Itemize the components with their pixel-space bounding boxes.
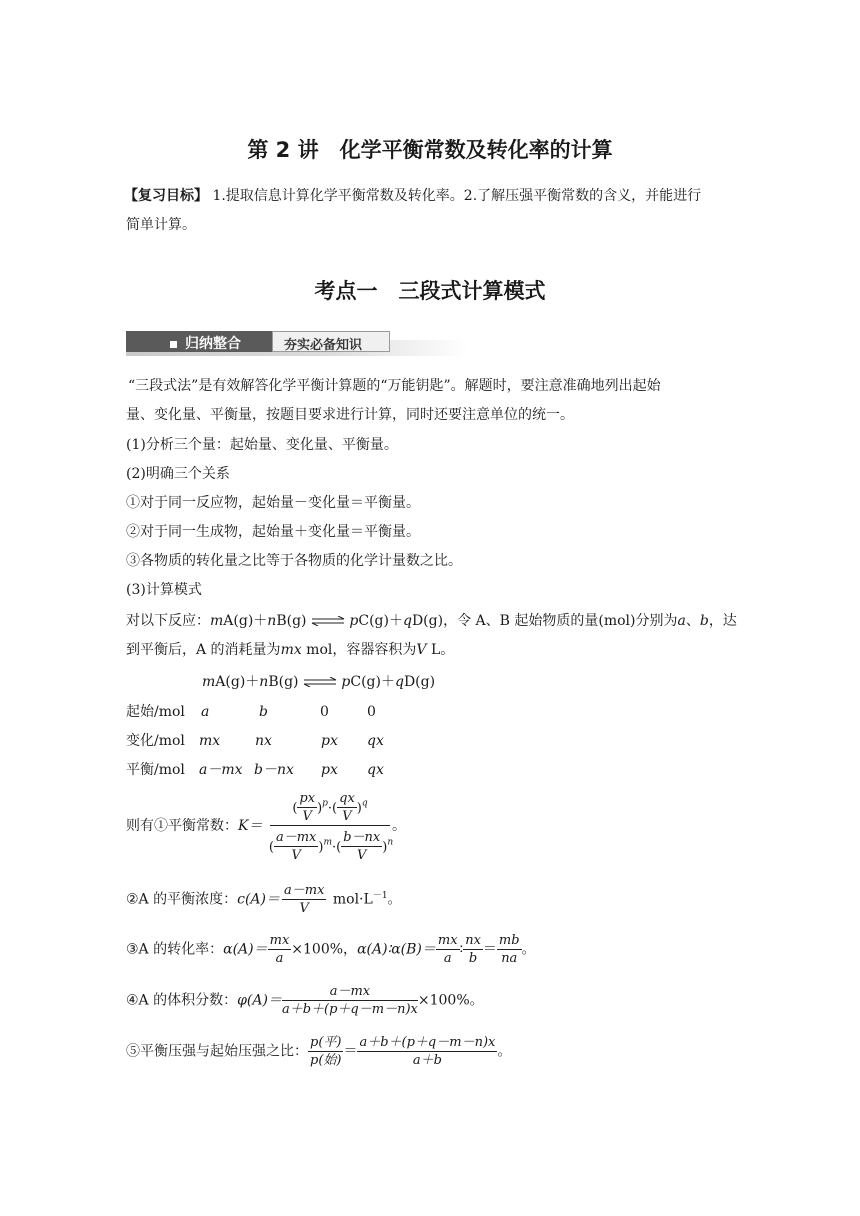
lecture-title: 第 2 讲 化学平衡常数及转化率的计算 [247,138,613,162]
table-row-label: 平衡/mol [126,762,185,778]
table-cell: a－mx [199,762,243,778]
intro-line-1: “三段式法”是有效解答化学平衡计算题的“万能钥匙”。解题时，要注意准确地列出起始 [128,378,661,394]
banner-left-label: 归纳整合 [185,336,241,352]
review-goal-line-1 [124,186,701,206]
equilibrium-concentration: ②A 的平衡浓度：c(A)＝ $\frac{a-mx}{V}$ $mol\cdot L^{-1}$。 [126,883,402,916]
table-row-label: 起始/mol [126,704,185,720]
section-title: 考点一 三段式计算模式 [314,279,546,303]
conversion-rate: ③A 的转化率：α(A)＝ $\frac{mx}{a}$ ×100%，α(A)∶α(B)＝ $\frac{mx}{a}$ ∶ $\frac{nx}{b}$ ＝ $\frac{mb}{na}$ 。 [126,933,536,966]
relation-3: ③各物质的转化量之比等于各物质的化学计量数之比。 [126,553,462,569]
table-cell: 0 [320,704,329,720]
equilibrium-arrow-icon [303,677,337,687]
pressure-ratio: ⑤平衡压强与起始压强之比： $\frac{\text{p(平)}}{\text{p(始)}}$ ＝ $\frac{a+b+(p+q-m-n)x}{a+b}$ 。 [126,1035,512,1068]
relation-1: ①对于同一反应物，起始量－变化量＝平衡量。 [126,495,420,511]
banner-right-label: 夯实必备知识 [284,338,363,353]
review-goal-tag: 【复习目标】 [124,188,208,204]
table-cell: nx [255,733,272,749]
equilibrium-constant-numerator: ( $\frac{px}{V}$ )$^p$·( $\frac{qx}{V}$ )$^q$ [292,791,368,824]
reaction-desc-line-1: 对以下反应：mA(g)＋nB(g) pC(g)＋qD(g)，令 A、B 起始物质的量(mol)分别为a、b，达 [126,613,737,629]
review-goal-text-1: 1.提取信息计算化学平衡常数及转化率。2.了解压强平衡常数的含义，并能进行 [212,188,702,204]
table-equation: mA(g)＋nB(g) pC(g)＋qD(g) [202,674,436,690]
table-cell: qx [367,733,384,749]
relation-2: ②对于同一生成物，起始量＋变化量＝平衡量。 [126,524,420,540]
point-2: (2)明确三个关系 [126,466,230,482]
banner-left [126,331,272,352]
table-cell: qx [367,762,384,778]
square-bullet-icon [170,341,177,348]
review-goal-line-2: 简单计算。 [126,217,196,233]
banner-right [272,331,390,352]
fraction-bar [270,825,390,826]
table-cell: b－nx [254,762,294,778]
table-cell: px [321,762,338,778]
volume-fraction: ④A 的体积分数：φ(A)＝ $\frac{a-mx}{a+b+(p+q-m-n)x}$ ×100%。 [126,984,484,1017]
equilibrium-arrow-icon [311,616,345,626]
intro-line-2: 量、变化量、平衡量，按题目要求进行计算，同时还要注意单位的统一。 [126,407,574,423]
equilibrium-constant-label: 则有①平衡常数：K＝ [126,818,263,834]
equilibrium-constant-denominator: ( $\frac{a-mx}{V}$ )$^m$·( $\frac{b-nx}{V}$ )$^n$ [268,830,394,863]
equilibrium-constant-end: 。 [392,818,406,834]
table-cell: mx [199,733,221,749]
point-3: (3)计算模式 [126,582,202,598]
table-cell: 0 [367,704,376,720]
table-cell: b [259,704,268,720]
table-cell: a [201,704,210,720]
point-1: (1)分析三个量：起始量、变化量、平衡量。 [126,437,398,453]
table-row-label: 变化/mol [126,733,185,749]
table-cell: px [321,733,338,749]
reaction-desc-line-2: 到平衡后，A 的消耗量为mx mol，容器容积为V L。 [126,642,455,658]
